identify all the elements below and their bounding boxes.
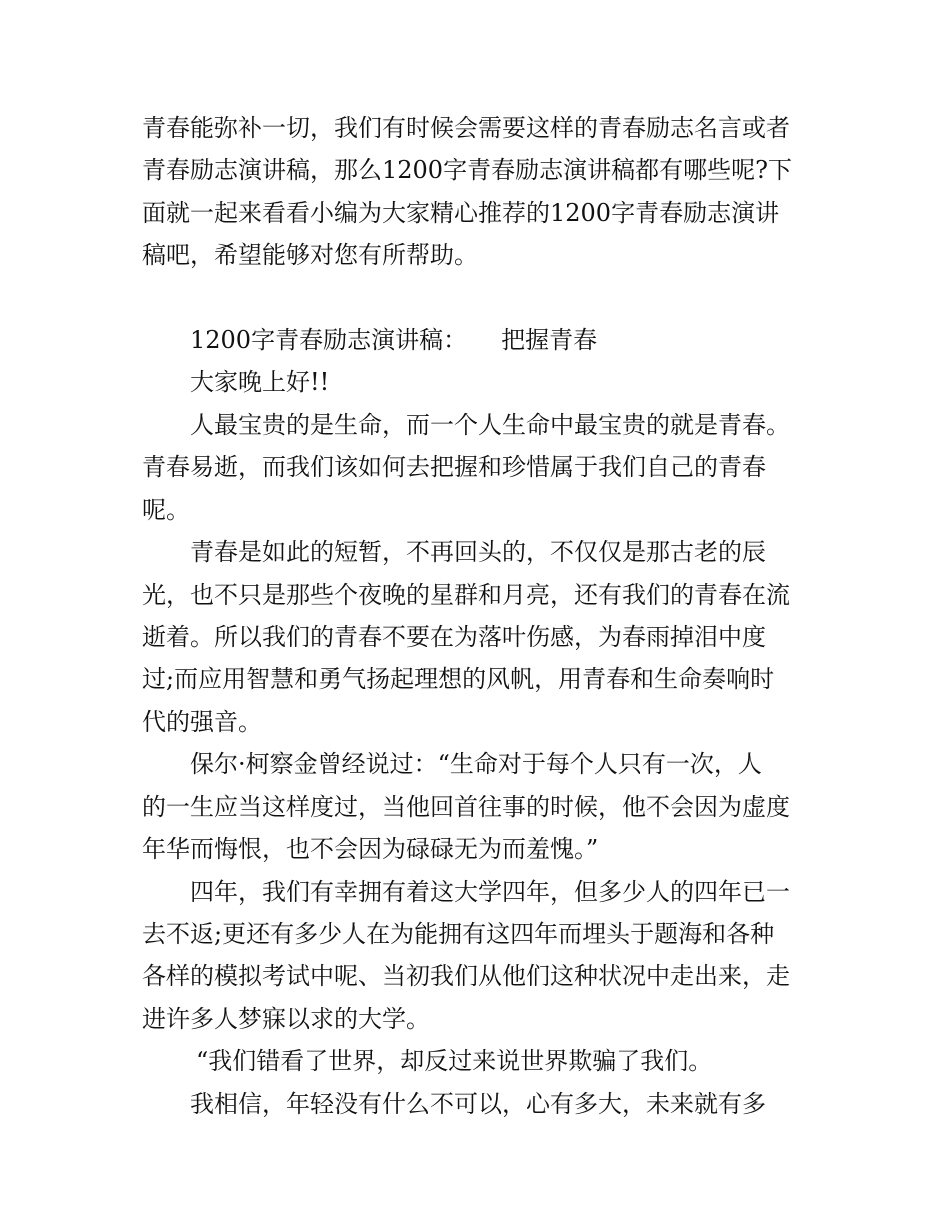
paragraph-3-line-2: 的一生应当这样度过，当他回首往事的时候，他不会因为虚度 — [142, 793, 790, 821]
speech-title-prefix: 1200字青春励志演讲稿： — [190, 326, 468, 354]
speech-title — [190, 325, 597, 355]
paragraph-2-line-4: 过;而应用智慧和勇气扬起理想的风帆，用青春和生命奏响时 — [142, 665, 775, 693]
paragraph-1-line-2: 青春易逝，而我们该如何去把握和珍惜属于我们自己的青春 — [142, 453, 766, 481]
intro-line-2: 青春励志演讲稿，那么1200字青春励志演讲稿都有哪些呢?下 — [142, 156, 792, 184]
paragraph-3-line-3: 年华而悔恨，也不会因为碌碌无为而羞愧。” — [142, 835, 599, 863]
paragraph-5-line-1: “我们错看了世界，却反过来说世界欺骗了我们。 — [196, 1047, 713, 1075]
paragraph-4-line-4: 进许多人梦寐以求的大学。 — [142, 1005, 430, 1033]
paragraph-2-line-1: 青春是如此的短暂，不再回头的，不仅仅是那古老的辰 — [190, 538, 766, 566]
speech-title-main: 把握青春 — [501, 326, 598, 354]
paragraph-2-line-2: 光，也不只是那些个夜晚的星群和月亮，还有我们的青春在流 — [142, 581, 790, 609]
paragraph-4-line-1: 四年，我们有幸拥有着这大学四年，但多少人的四年已一 — [190, 878, 790, 906]
paragraph-2-line-3: 逝着。所以我们的青春不要在为落叶伤感，为春雨掉泪中度 — [142, 623, 766, 651]
paragraph-4-line-2: 去不返;更还有多少人在为能拥有这四年而埋头于题海和各种 — [142, 920, 775, 948]
paragraph-6-line-1: 我相信，年轻没有什么不可以，心有多大，未来就有多 — [190, 1090, 766, 1118]
intro-line-4: 稿吧，希望能够对您有所帮助。 — [142, 241, 478, 269]
greeting: 大家晚上好!! — [190, 368, 330, 396]
intro-line-1: 青春能弥补一切，我们有时候会需要这样的青春励志名言或者 — [142, 114, 790, 142]
paragraph-4-line-3: 各样的模拟考试中呢、当初我们从他们这种状况中走出来，走 — [142, 962, 790, 990]
paragraph-3-line-1: 保尔·柯察金曾经说过：“生命对于每个人只有一次，人 — [190, 750, 762, 778]
paragraph-2-line-5: 代的强音。 — [142, 708, 262, 736]
paragraph-1-line-3: 呢。 — [142, 496, 190, 524]
intro-line-3: 面就一起来看看小编为大家精心推荐的1200字青春励志演讲 — [142, 199, 780, 227]
paragraph-1-line-1: 人最宝贵的是生命，而一个人生命中最宝贵的就是青春。 — [190, 411, 790, 439]
